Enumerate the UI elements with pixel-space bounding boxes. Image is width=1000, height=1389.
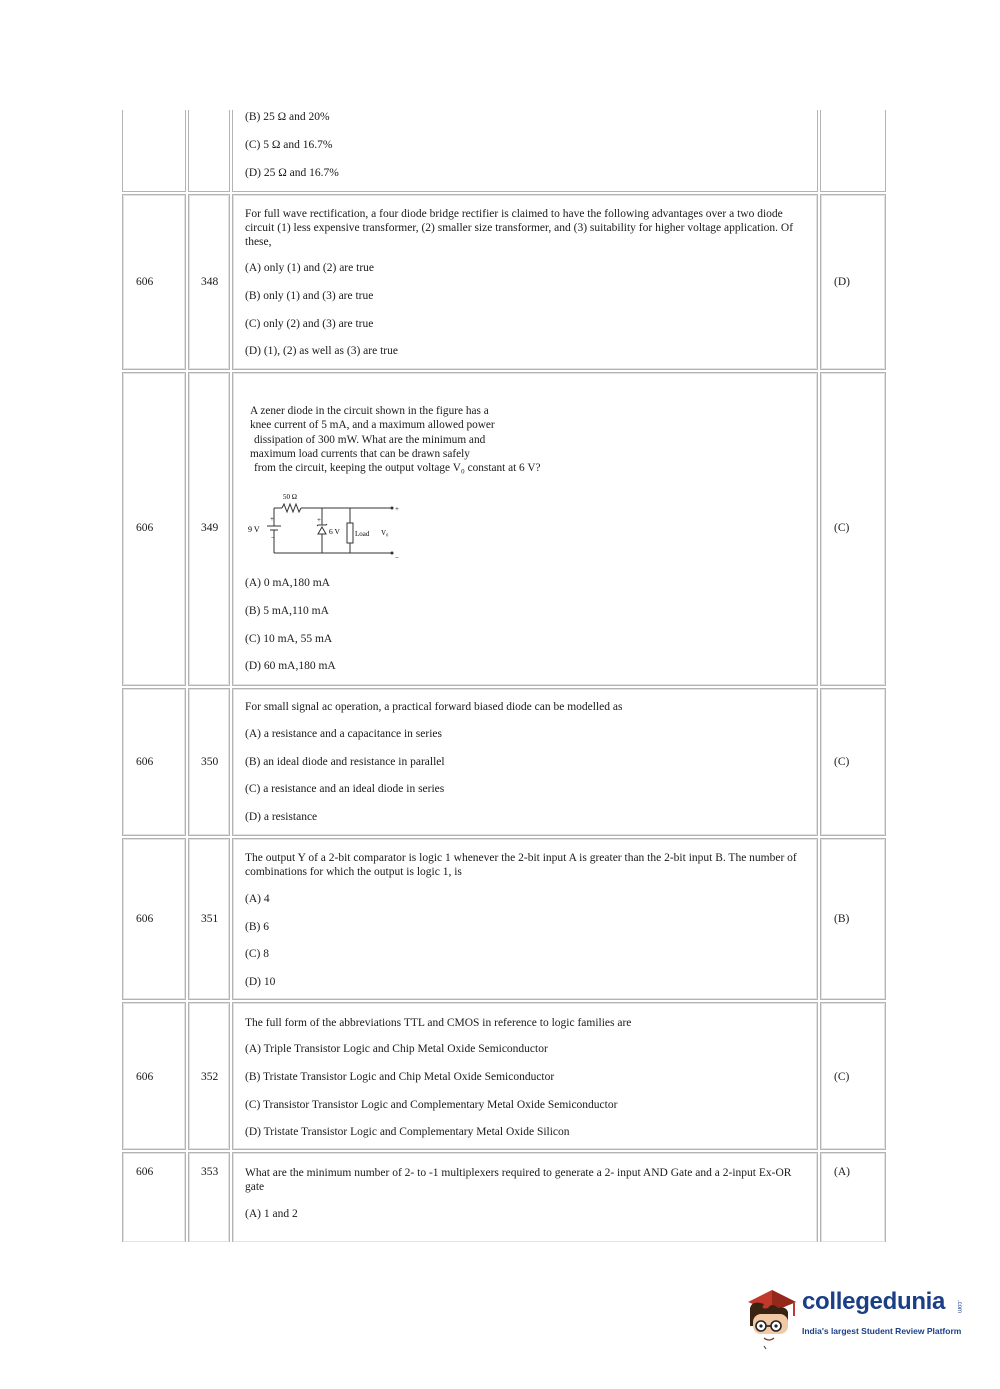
question-number: 349 <box>201 522 219 534</box>
resistor-label: 50 Ω <box>283 493 297 501</box>
answer-cell <box>820 688 886 836</box>
answer-cell <box>820 1002 886 1150</box>
table-row <box>122 194 886 370</box>
answer-key: (A) <box>834 1166 850 1178</box>
brand-domain: .com <box>956 1300 962 1314</box>
question-number: 350 <box>201 756 219 768</box>
option: (A) a resistance and a capacitance in series <box>245 728 442 740</box>
option: (B) Tristate Transistor Logic and Chip Metal Oxide Semiconductor <box>245 1071 555 1083</box>
question-cell <box>232 688 818 836</box>
question-line: maximum load currents that can be drawn safely <box>250 447 470 460</box>
answer-key: (C) <box>834 756 850 768</box>
option: (C) 5 Ω and 16.7% <box>245 139 333 151</box>
qno-cell <box>188 838 230 1000</box>
question-cell <box>232 194 818 370</box>
subject-code: 606 <box>136 756 154 768</box>
subject-code: 606 <box>136 522 154 534</box>
question-number: 352 <box>201 1071 219 1083</box>
answer-key: (C) <box>834 1071 850 1083</box>
option: (D) (1), (2) as well as (3) are true <box>245 345 398 357</box>
subject-code: 606 <box>136 276 154 288</box>
answer-cell <box>820 1152 886 1242</box>
qno-cell <box>188 1152 230 1242</box>
question-cell <box>232 838 818 1000</box>
output-terminal-plus <box>391 507 394 510</box>
question-cell <box>232 110 818 192</box>
collegedunia-logo[interactable] <box>742 1282 972 1352</box>
qno-cell <box>188 372 230 686</box>
answer-key: (C) <box>834 522 850 534</box>
question-number: 353 <box>201 1166 219 1178</box>
option: (B) 5 mA,110 mA <box>245 605 329 617</box>
code-cell <box>122 194 186 370</box>
question-text: The output Y of a 2-bit comparator is logic 1 whenever the 2-bit input A is greater than the 2-bit input B. The number of combinations for which the output is logic 1, is <box>245 852 797 878</box>
output-plus: + <box>395 505 399 513</box>
option: (C) a resistance and an ideal diode in series <box>245 783 445 795</box>
code-cell <box>122 838 186 1000</box>
zener-plus: + <box>317 516 321 524</box>
zener-label: 6 V <box>329 527 340 536</box>
output-label: V₀ <box>381 529 389 537</box>
question-cell <box>232 1002 818 1150</box>
mascot-icon <box>742 1282 800 1352</box>
table-row <box>122 838 886 1000</box>
question-number: 351 <box>201 913 219 925</box>
code-cell <box>122 1152 186 1242</box>
option: (D) 25 Ω and 16.7% <box>245 167 339 179</box>
question-text: What are the minimum number of 2- to -1 multiplexers required to generate a 2- input AND Gate and a 2-input Ex-OR gate <box>245 1167 792 1193</box>
qno-cell <box>188 1002 230 1150</box>
option: (C) 8 <box>245 948 269 960</box>
option: (A) 0 mA,180 mA <box>245 577 330 589</box>
option: (A) only (1) and (2) are true <box>245 262 374 274</box>
option: (B) 6 <box>245 921 269 933</box>
subject-code: 606 <box>136 1071 154 1083</box>
qno-cell <box>188 110 230 192</box>
question-text <box>250 404 580 475</box>
source-plus: + <box>270 515 274 523</box>
option: (C) Transistor Transistor Logic and Complementary Metal Oxide Semiconductor <box>245 1099 618 1111</box>
option: (A) Triple Transistor Logic and Chip Metal Oxide Semiconductor <box>245 1043 548 1055</box>
question-line: knee current of 5 mA, and a maximum allowed power <box>250 419 495 432</box>
code-cell <box>122 688 186 836</box>
code-cell <box>122 372 186 686</box>
table-row <box>122 688 886 836</box>
option: (A) 4 <box>245 893 270 905</box>
code-cell <box>122 110 186 192</box>
option: (B) 25 Ω and 20% <box>245 111 330 123</box>
output-terminal-minus <box>391 552 394 555</box>
option: (C) only (2) and (3) are true <box>245 318 374 330</box>
question-text: The full form of the abbreviations TTL and CMOS in reference to logic families are <box>245 1017 632 1029</box>
question-line: from the circuit, keeping the output voltage V₀ constant at 6 V? <box>254 462 541 475</box>
question-text: For full wave rectification, a four diode bridge rectifier is claimed to have the following advantages over a two diode circuit (1) less expensive transformer, (2) smaller size transformer, and (3) suitability for higher voltage application. Of these, <box>245 208 794 248</box>
option: (D) 10 <box>245 976 276 988</box>
option: (C) 10 mA, 55 mA <box>245 633 333 645</box>
answer-cell <box>820 838 886 1000</box>
load-label: Load <box>355 530 370 538</box>
answer-key: (D) <box>834 276 850 288</box>
question-cell <box>232 1152 818 1242</box>
qno-cell <box>188 194 230 370</box>
brand-tagline: India's largest Student Review Platform <box>802 1326 962 1336</box>
question-line: A zener diode in the circuit shown in the figure has a <box>250 405 489 417</box>
option: (B) an ideal diode and resistance in parallel <box>245 756 445 768</box>
zener-circuit-diagram <box>246 489 406 565</box>
table-row <box>122 110 886 192</box>
brand-name: collegedunia <box>802 1288 946 1315</box>
question-cell <box>232 372 818 686</box>
table-row <box>122 1002 886 1150</box>
option: (A) 1 and 2 <box>245 1208 298 1220</box>
option: (D) Tristate Transistor Logic and Complementary Metal Oxide Silicon <box>245 1126 570 1138</box>
subject-code: 606 <box>136 913 154 925</box>
option: (D) 60 mA,180 mA <box>245 660 336 672</box>
answer-cell <box>820 110 886 192</box>
code-cell <box>122 1002 186 1150</box>
question-number: 348 <box>201 276 219 288</box>
table-row <box>122 372 886 686</box>
answer-key: (B) <box>834 913 850 925</box>
source-label: 9 V <box>248 525 260 534</box>
option: (D) a resistance <box>245 811 318 823</box>
answer-cell <box>820 372 886 686</box>
question-text: For small signal ac operation, a practical forward biased diode can be modelled as <box>245 701 623 713</box>
option: (B) only (1) and (3) are true <box>245 290 374 302</box>
question-line: dissipation of 300 mW. What are the minimum and <box>254 433 486 446</box>
source-minus: − <box>271 534 275 542</box>
answer-cell <box>820 194 886 370</box>
qno-cell <box>188 688 230 836</box>
subject-code: 606 <box>136 1166 154 1178</box>
table-row <box>122 1152 886 1242</box>
output-minus: − <box>395 554 399 562</box>
